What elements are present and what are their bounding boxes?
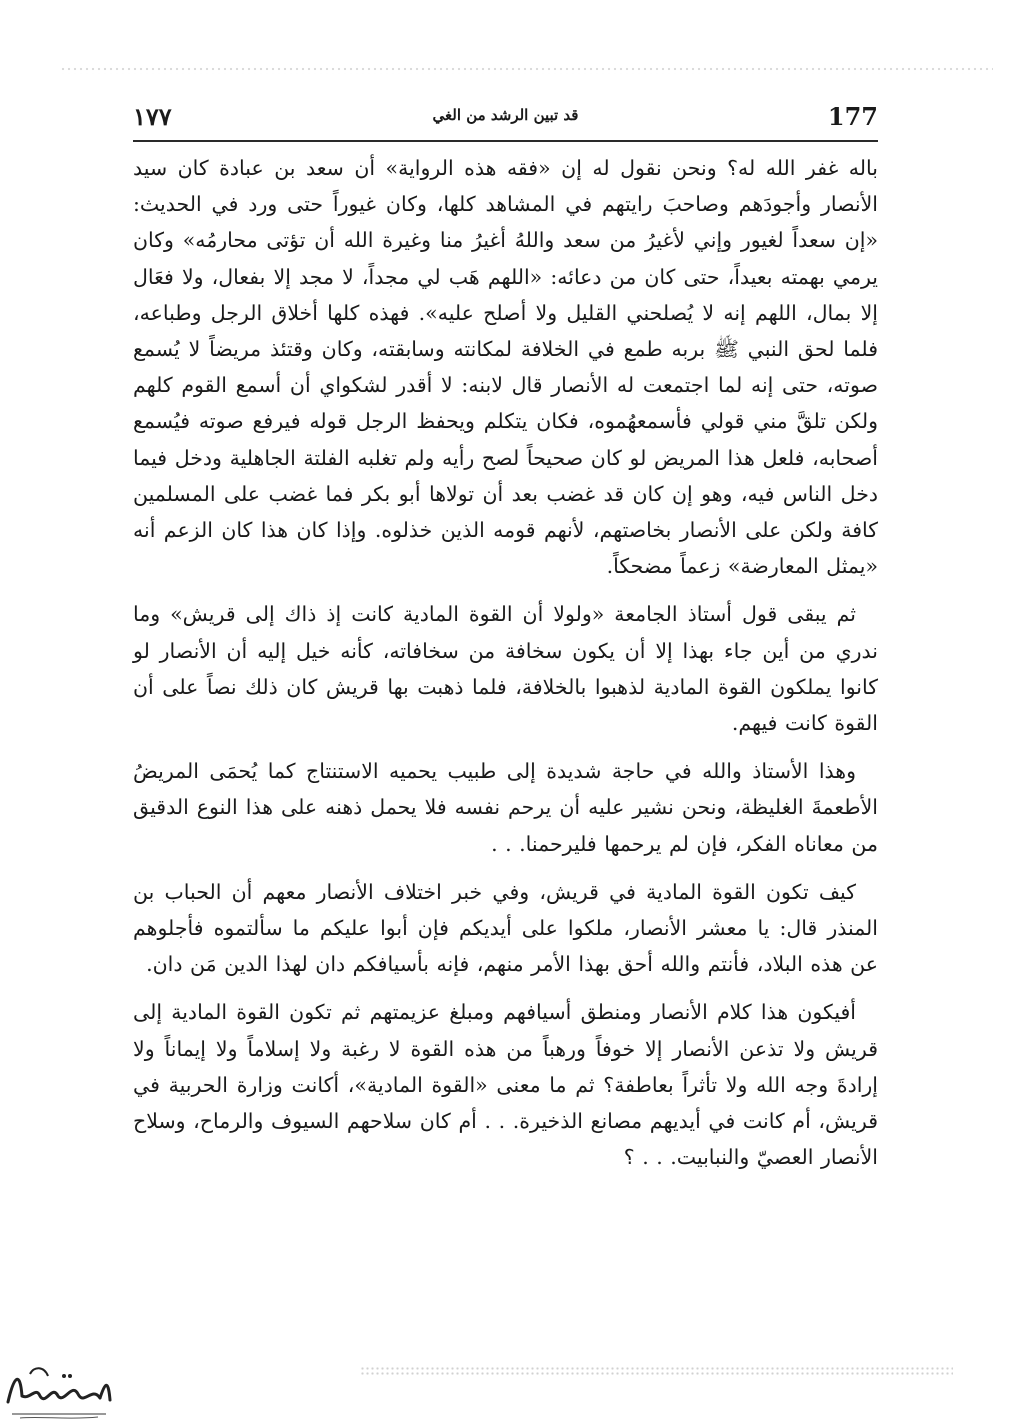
scan-edge-noise-top <box>60 66 993 74</box>
calligraphy-stamp-logo <box>0 1356 118 1422</box>
paragraph-4: كيف تكون القوة المادية في قريش، وفي خبر اختلاف الأنصار معهم أن الحباب بن المنذر قال: يا معشر الأنصار، ملكوا على أيديكم فإن أبوا عليكم ما سألتموه فأجلوهم عن هذه البلاد، فأنتم والله أحق بهذا الأمر منهم، فإنه بأسيافكم دان لهذا الدين مَن دان. <box>133 879 878 977</box>
page-number: 177 <box>827 102 878 131</box>
paragraph-5: أفيكون هذا كلام الأنصار ومنطق أسيافهم ومبلغ عزيمتهم ثم تكون القوة المادية إلى قريش ولا تذعن الأنصار إلا خوفاً ورهباً من هذه القوة لا رغبة ولا إسلاماً ولا إيماناً ولا إرادةَ وجه الله ولا تأثراً بعاطفة؟ ثم ما معنى «القوة المادية»، أكانت وزارة الحربية في قريش، أم كانت في أيديهم مصانع الذخيرة. . . أم كان سلاحهم السيوف والرماح، وسلاح الأنصار العصيّ والنبابيت. . . ؟ <box>133 1000 878 1170</box>
paragraph-2: ثم يبقى قول أستاذ الجامعة «ولولا أن القوة المادية كانت إذ ذاك إلى قريش» وما ندري من أين جاء بهذا إلا أن يكون سخافة من سخافاته، كأنه خيل إليه أن الأنصار لو كانوا يملكون القوة المادية لذهبوا بالخلافة، فلما ذهبت بها قريش كان ذلك نصاً على أن القوة كانت فيهم. <box>133 602 878 736</box>
page-number-arabic: ١٧٧ <box>133 102 172 131</box>
header-rule <box>133 140 878 142</box>
running-head <box>133 98 878 138</box>
paragraph-1: باله غفر الله له؟ ونحن نقول له إن «فقه هذه الرواية» أن سعد بن عبادة كان سيد الأنصار وأجودَهم وصاحبَ رايتهم في المشاهد كلها، وكان غيوراً حتى ورد في الحديث: «إن سعداً لغيور وإني لأغيرُ من سعد واللهُ أغيرُ منا وغيرة الله أن تؤتى محارمُه» وكان يرمي بهمته بعيداً، حتى كان من دعائه: «اللهم هَب لي مجداً، لا مجد إلا بفعال، ولا فعَال إلا بمال، اللهم إنه لا يُصلحني القليل ولا أصلح عليه». فهذه كلها أخلاق الرجل وطباعه، فلما لحق النبي ﷺ بربه طمع في الخلافة لمكانته وسابقته، وكان وقتئذ مريضاً لا يُسمع صوته، حتى إنه لما اجتمعت له الأنصار قال لابنه: لا أقدر لشكواي أن أسمع القوم كلهم ولكن تلقَّ مني قولي فأسمعهُموه، فكان يتكلم ويحفظ الرجل قوله فيرفع صوته فيُسمع أصحابه، فلعل هذا المريض لو كان صحيحاً لصح رأيه ولم تغلبه الفلتة الجاهلية ودخل فيما دخل الناس فيه، وهو إن كان قد غضب بعد أن تولاها أبو بكر فما غضب على المسلمين كافة ولكن على الأنصار بخاصتهم، لأنهم قومه الذين خذلوه. وإذا كان هذا كان الزعم أنه «يمثل المعارضة» زعماً مضحكاً. <box>133 156 878 579</box>
scan-edge-noise-bottom <box>360 1366 953 1376</box>
paragraph-3: وهذا الأستاذ والله في حاجة شديدة إلى طبيب يحميه الاستنتاج كما يُحمَى المريضُ الأطعمةَ الغليظة، ونحن نشير عليه أن يرحم نفسه فلا يحمل ذهنه على هذا النوع الدقيق من معاناه الفكر، فإن لم يرحمها فليرحمنا. . . <box>133 759 878 856</box>
page-body <box>133 150 878 1187</box>
running-title: قد تبين الرشد من الغي <box>432 106 579 124</box>
